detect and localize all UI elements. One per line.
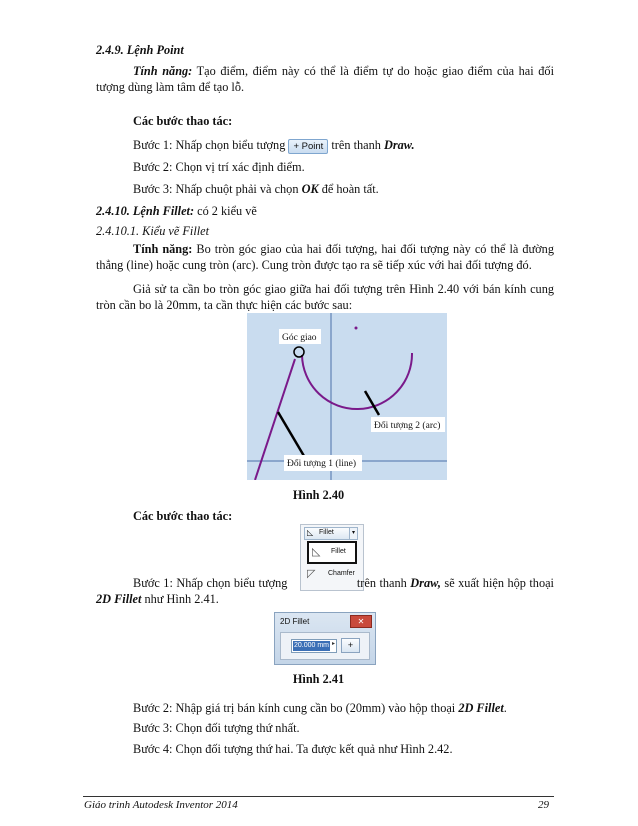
label-corner: Góc giao — [282, 333, 317, 343]
fillet-step-2 — [133, 700, 507, 716]
step-text: như Hình 2.41. — [141, 592, 219, 606]
dialog-body — [280, 632, 370, 660]
ok-keyword: OK — [301, 182, 319, 196]
point-step-3 — [133, 181, 379, 197]
footer-title: Giáo trình Autodesk Inventor 2014 — [84, 799, 238, 811]
section-heading-fillet — [96, 203, 257, 219]
point-step-1 — [133, 137, 415, 154]
fillet-toolbar-button[interactable] — [304, 527, 355, 540]
fillet-heading-tail: có 2 kiểu vẽ — [194, 204, 257, 218]
chevron-down-icon[interactable]: ▾ — [349, 527, 358, 540]
sketch-background — [247, 313, 447, 480]
feature-label: Tính năng: — [133, 242, 193, 256]
fillet-small-icon: ◺ — [307, 528, 314, 537]
section-heading-point: 2.4.9. Lệnh Point — [96, 43, 184, 57]
footer-divider — [83, 796, 554, 797]
feature-text: Bo tròn góc giao của hai đối tượng, hai đối tượng này có thể là đường thẳng (line) hoặc cung tròn (arc). Cung tròn được tạo ra sẽ tiếp xúc với hai đối tượng đó. — [96, 242, 554, 272]
chevron-right-icon: ▸ — [331, 641, 335, 647]
step-text: Bước 2: Nhập giá trị bán kính cung cần bo (20mm) vào hộp thoại — [133, 701, 459, 715]
point-step-2: Bước 2: Chọn vị trí xác định điểm. — [133, 160, 305, 174]
step-text: Bước 1: Nhấp chọn biểu tượng — [133, 138, 286, 152]
fillet-feature-paragraph — [96, 241, 554, 273]
point-toolbar-button[interactable] — [288, 139, 328, 154]
apply-button[interactable] — [341, 638, 360, 653]
fillet-intro-paragraph: Giả sử ta cần bo tròn góc giao giữa hai đối tượng trên Hình 2.40 với bán kính cung tròn cần bo là 20mm, ta cần thực hiện các bước sau: — [96, 282, 554, 312]
arc-center-point — [355, 327, 358, 330]
dialog-title: 2D Fillet — [280, 617, 310, 626]
steps-heading: Các bước thao tác: — [133, 114, 233, 128]
draw-toolbar-name: Draw. — [383, 138, 415, 152]
radius-input[interactable] — [291, 639, 337, 653]
step-text: để hoàn tất. — [318, 182, 379, 196]
label-object-2: Đối tượng 2 (arc) — [374, 421, 441, 431]
dialog-2d-fillet — [274, 612, 376, 665]
step-text: . — [503, 701, 507, 715]
caption-2-41: Hình 2.41 — [292, 672, 345, 686]
feature-text: Tạo điểm, điểm này có thể là điểm tự do hoặc giao điểm của hai đối tượng dùng làm tâm để tạo lỗ. — [96, 64, 554, 94]
menu-chamfer-label: Chamfer — [328, 570, 355, 577]
label-object-1: Đối tượng 1 (line) — [287, 459, 357, 469]
menu-item-fillet[interactable] — [307, 541, 357, 564]
dialog-name: 2D Fillet — [458, 701, 504, 715]
fillet-toolbar-label: Fillet — [319, 529, 334, 536]
fillet-heading: 2.4.10. Lệnh Fillet: — [96, 204, 195, 218]
radius-value: 20.000 mm — [294, 642, 330, 649]
step-text: trên thanh — [328, 138, 384, 152]
fillet-step-1 — [96, 575, 554, 607]
fillet-step-3: Bước 3: Chọn đối tượng thứ nhất. — [133, 721, 300, 735]
step-text: Bước 1: Nhấp chọn biểu tượng — [133, 576, 288, 590]
page-number: 29 — [538, 799, 549, 811]
caption-2-40: Hình 2.40 — [292, 488, 345, 502]
menu-fillet-label: Fillet — [331, 548, 346, 555]
dialog-name: 2D Fillet — [96, 592, 142, 606]
plus-icon: + — [347, 640, 354, 650]
plus-icon: + — [293, 140, 299, 152]
point-button-label: Point — [301, 140, 324, 152]
fillet-icon: ◺ — [312, 546, 321, 558]
chamfer-icon: ◸ — [307, 568, 316, 580]
close-icon[interactable]: ✕ — [350, 615, 372, 628]
figure-2-40 — [247, 313, 447, 480]
sub-heading-fillet-style: 2.4.10.1. Kiểu vẽ Fillet — [96, 224, 210, 238]
step-text: sẽ xuất hiện hộp thoại — [440, 576, 554, 590]
point-feature-paragraph — [96, 63, 554, 95]
fillet-step-4: Bước 4: Chọn đối tượng thứ hai. Ta được kết quả như Hình 2.42. — [133, 742, 453, 756]
feature-label: Tính năng: — [133, 64, 193, 78]
fillet-steps-heading: Các bước thao tác: — [133, 509, 233, 523]
draw-toolbar-name: Draw, — [410, 576, 441, 590]
step-text: Bước 3: Nhấp chuột phải và chọn — [133, 182, 302, 196]
figure-2-40-canvas — [247, 313, 447, 480]
step-text: trên thanh — [353, 576, 411, 590]
